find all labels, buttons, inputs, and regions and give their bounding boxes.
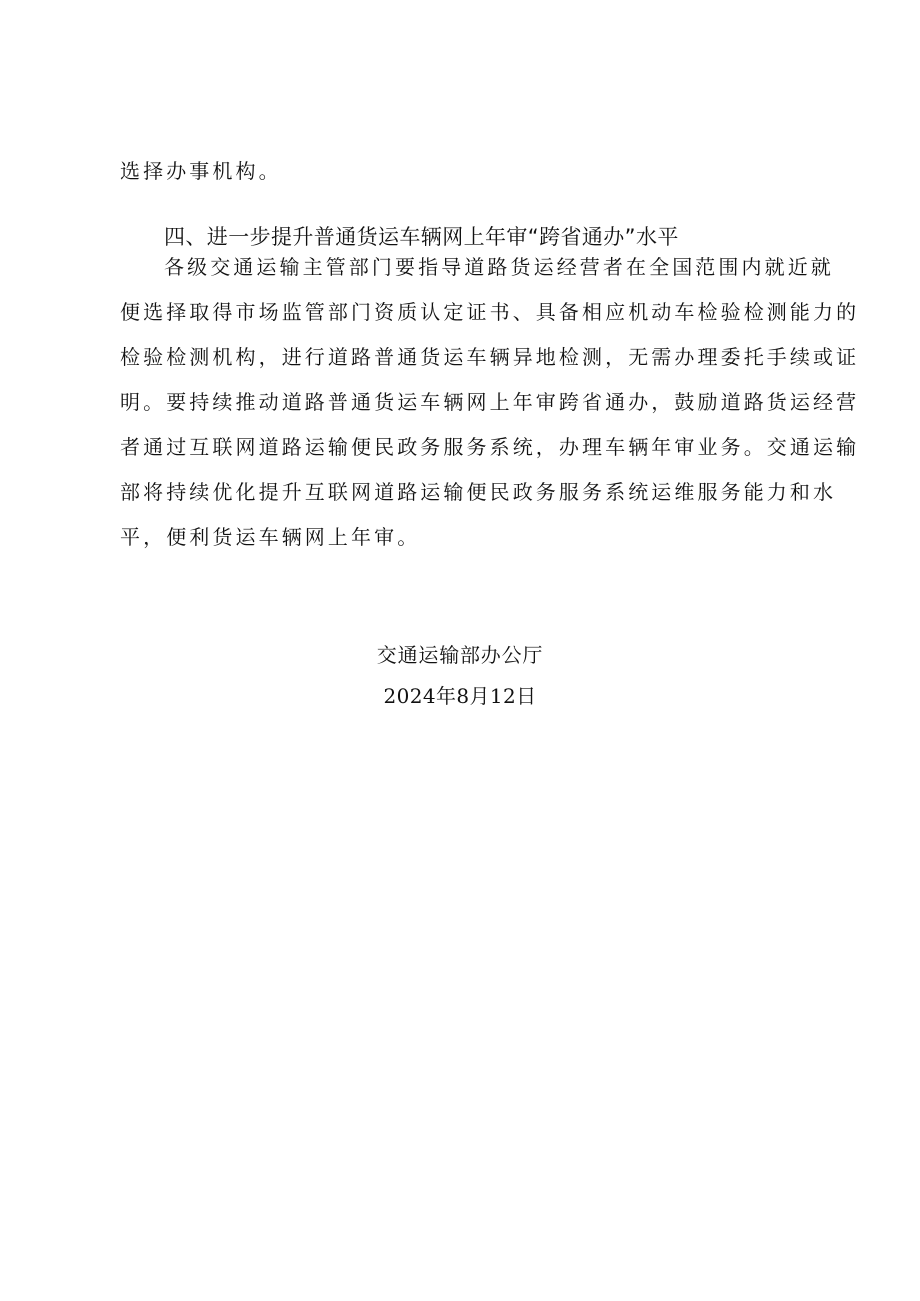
paragraph-line-2: 便选择取得市场监管部门资质认定证书、具备相应机动车检验检测能力的: [120, 300, 860, 324]
carry-over-line: 选择办事机构。: [120, 159, 282, 183]
paragraph-line-1: 各级交通运输主管部门要指导道路货运经营者在全国范围内就近就: [164, 255, 834, 279]
paragraph-line-5: 者通过互联网道路运输便民政务服务系统，办理车辆年审业务。交通运输: [120, 435, 860, 459]
issue-date: 2024年8月12日: [383, 684, 537, 708]
paragraph-line-4: 明。要持续推动道路普通货运车辆网上年审跨省通办，鼓励道路货运经营: [120, 390, 860, 414]
paragraph-line-7: 平，便利货运车辆网上年审。: [120, 525, 421, 549]
issuing-organization: 交通运输部办公厅: [376, 643, 544, 667]
section-heading: 四、进一步提升普通货运车辆网上年审“跨省通办”水平: [164, 225, 679, 250]
paragraph-line-3: 检验检测机构，进行道路普通货运车辆异地检测，无需办理委托手续或证: [120, 345, 860, 369]
paragraph-line-6: 部将持续优化提升互联网道路运输便民政务服务系统运维服务能力和水: [120, 480, 837, 504]
